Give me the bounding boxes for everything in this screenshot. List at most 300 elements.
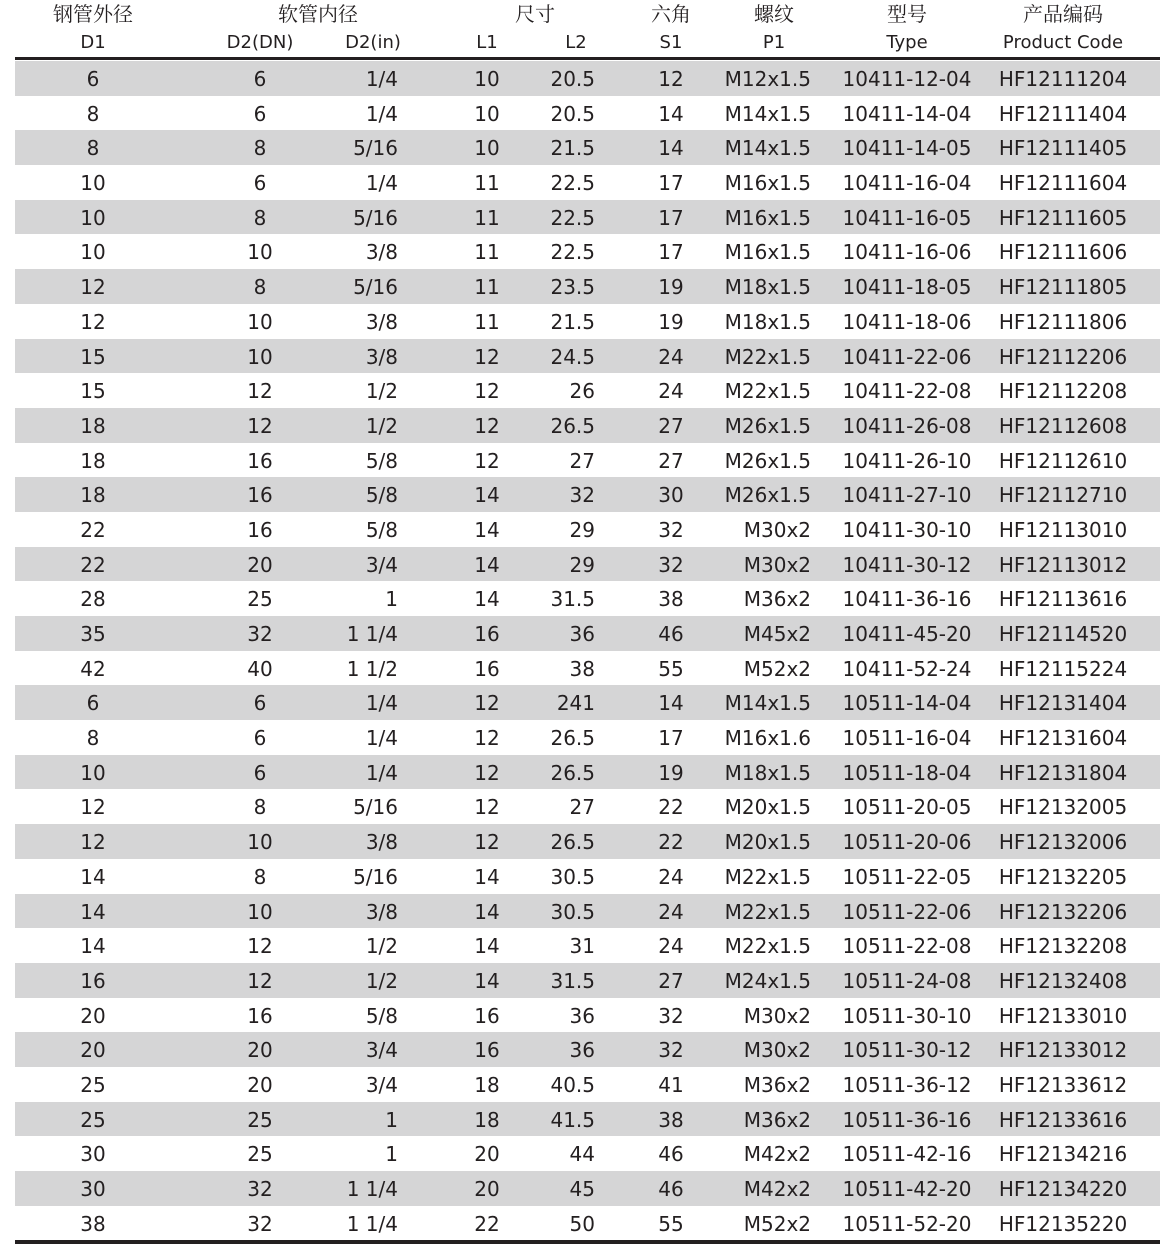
cell-d1: 16 — [80, 968, 106, 993]
cell-l2: 50 — [569, 1211, 595, 1236]
cell-s1: 41 — [658, 1072, 684, 1097]
cell-d2-dn: 25 — [247, 587, 273, 612]
col-size-title: 尺寸 — [515, 2, 555, 26]
cell-d2-in: 1/2 — [365, 379, 398, 404]
cell-p1: M36x2 — [743, 587, 811, 612]
cell-d2-in: 1/4 — [365, 691, 398, 716]
cell-d1: 8 — [86, 726, 100, 751]
cell-d2-in: 5/16 — [353, 205, 398, 230]
cell-d2-dn: 6 — [253, 726, 267, 751]
cell-s1: 46 — [658, 1142, 684, 1167]
cell-p1: M18x1.5 — [724, 309, 811, 334]
cell-d2-dn: 6 — [253, 67, 267, 91]
cell-l2: 22.5 — [550, 205, 595, 230]
table-row — [15, 61, 1160, 96]
cell-type: 10411-26-08 — [842, 413, 972, 438]
cell-d2-dn: 12 — [247, 379, 273, 404]
cell-l2: 20.5 — [550, 101, 595, 126]
cell-d2-in: 5/16 — [353, 275, 398, 300]
cell-l1: 20 — [474, 1177, 500, 1201]
col-d1-title: 钢管外径 — [53, 2, 133, 26]
cell-product-code: HF12112206 — [998, 344, 1128, 369]
cell-d2-in: 5/8 — [365, 448, 398, 473]
cell-d1: 30 — [80, 1177, 106, 1201]
cell-l1: 22 — [474, 1211, 500, 1236]
header-rule — [15, 57, 1160, 60]
cell-d1: 22 — [80, 552, 106, 577]
col-p1-label: P1 — [762, 32, 786, 53]
cell-l1: 16 — [474, 1038, 500, 1063]
cell-l2: 45 — [569, 1177, 595, 1201]
cell-type: 10411-16-06 — [842, 240, 972, 265]
cell-type: 10511-14-04 — [842, 691, 972, 716]
cell-d2-in: 1/4 — [365, 760, 398, 785]
table-row — [15, 408, 1160, 443]
cell-l1: 14 — [474, 934, 500, 959]
cell-s1: 17 — [658, 726, 684, 751]
table-row — [15, 894, 1160, 929]
cell-product-code: HF12131404 — [998, 691, 1128, 716]
cell-l1: 12 — [474, 413, 500, 438]
table-row — [15, 443, 1160, 478]
cell-l2: 31.5 — [550, 587, 595, 612]
cell-l1: 10 — [474, 136, 500, 161]
cell-l1: 11 — [474, 275, 500, 300]
cell-type: 10411-22-06 — [842, 344, 972, 369]
cell-d2-dn: 10 — [247, 240, 273, 265]
cell-product-code: HF12111604 — [998, 171, 1128, 196]
cell-d2-in: 1/4 — [365, 101, 398, 126]
cell-d2-dn: 6 — [253, 760, 267, 785]
bottom-rule — [15, 1240, 1160, 1244]
cell-product-code: HF12113616 — [998, 587, 1128, 612]
cell-d2-in: 3/4 — [365, 1072, 398, 1097]
cell-product-code: HF12132006 — [998, 830, 1128, 855]
cell-s1: 14 — [658, 101, 684, 126]
table-row — [15, 824, 1160, 859]
cell-d2-in: 5/16 — [353, 795, 398, 820]
cell-type: 10411-27-10 — [842, 483, 972, 508]
cell-d1: 10 — [80, 205, 106, 230]
cell-l2: 36 — [569, 1038, 595, 1063]
spec-table — [15, 61, 1160, 1240]
table-header — [0, 0, 1170, 58]
table-row — [15, 373, 1160, 408]
table-row — [15, 477, 1160, 512]
cell-s1: 46 — [658, 622, 684, 646]
table-row — [15, 1136, 1160, 1171]
cell-l2: 24.5 — [550, 344, 595, 369]
cell-type: 10411-16-04 — [842, 171, 972, 196]
cell-d1: 10 — [80, 171, 106, 196]
cell-s1: 22 — [658, 795, 684, 820]
cell-d2-in: 3/8 — [365, 309, 398, 334]
cell-p1: M18x1.5 — [724, 760, 811, 785]
cell-d2-dn: 10 — [247, 344, 273, 369]
cell-p1: M16x1.6 — [724, 726, 811, 751]
cell-d2-in: 1 1/4 — [346, 1211, 398, 1236]
cell-l2: 26.5 — [550, 830, 595, 855]
cell-d1: 12 — [80, 830, 106, 855]
cell-product-code: HF12111606 — [998, 240, 1128, 265]
cell-p1: M26x1.5 — [724, 413, 811, 438]
cell-d2-dn: 25 — [247, 1107, 273, 1132]
table-row — [15, 720, 1160, 755]
cell-p1: M30x2 — [743, 1003, 811, 1028]
cell-l1: 12 — [474, 795, 500, 820]
cell-l1: 12 — [474, 760, 500, 785]
table-row — [15, 755, 1160, 790]
cell-product-code: HF12134216 — [998, 1142, 1128, 1167]
cell-d2-dn: 6 — [253, 171, 267, 196]
cell-l1: 12 — [474, 344, 500, 369]
cell-type: 10411-36-16 — [842, 587, 972, 612]
cell-p1: M22x1.5 — [724, 344, 811, 369]
cell-d2-dn: 6 — [253, 101, 267, 126]
cell-d2-in: 5/16 — [353, 864, 398, 889]
cell-type: 10511-22-05 — [842, 864, 972, 889]
cell-l1: 12 — [474, 726, 500, 751]
cell-product-code: HF12133012 — [998, 1038, 1128, 1063]
cell-p1: M26x1.5 — [724, 483, 811, 508]
cell-p1: M22x1.5 — [724, 864, 811, 889]
cell-type: 10511-36-16 — [842, 1107, 972, 1132]
cell-type: 10411-30-12 — [842, 552, 972, 577]
cell-p1: M24x1.5 — [724, 968, 811, 993]
cell-l2: 27 — [569, 795, 595, 820]
cell-type: 10511-16-04 — [842, 726, 972, 751]
cell-l2: 40.5 — [550, 1072, 595, 1097]
cell-d2-in: 1/2 — [365, 413, 398, 438]
cell-d2-in: 5/8 — [365, 517, 398, 542]
cell-d1: 6 — [86, 67, 100, 91]
cell-d1: 14 — [80, 899, 106, 924]
cell-d1: 35 — [80, 622, 106, 646]
cell-product-code: HF12111805 — [998, 275, 1128, 300]
col-code-title: 产品编码 — [1023, 2, 1103, 26]
cell-type: 10511-42-16 — [842, 1142, 972, 1167]
cell-product-code: HF12131604 — [998, 726, 1128, 751]
table-row — [15, 1032, 1160, 1067]
cell-d2-in: 1/4 — [365, 171, 398, 196]
cell-type: 10411-30-10 — [842, 517, 972, 542]
cell-type: 10511-36-12 — [842, 1072, 972, 1097]
cell-l2: 38 — [569, 656, 595, 681]
cell-p1: M20x1.5 — [724, 830, 811, 855]
cell-s1: 19 — [658, 760, 684, 785]
table-row — [15, 547, 1160, 582]
cell-d2-in: 1 1/4 — [346, 622, 398, 646]
cell-s1: 38 — [658, 587, 684, 612]
cell-d2-dn: 12 — [247, 934, 273, 959]
cell-p1: M45x2 — [743, 622, 811, 646]
cell-l1: 11 — [474, 171, 500, 196]
cell-l1: 11 — [474, 309, 500, 334]
cell-product-code: HF12132205 — [998, 864, 1128, 889]
col-hex-title: 六角 — [651, 2, 691, 26]
cell-l2: 22.5 — [550, 171, 595, 196]
cell-product-code: HF12113012 — [998, 552, 1128, 577]
table-row — [15, 685, 1160, 720]
cell-l1: 11 — [474, 240, 500, 265]
cell-type: 10511-18-04 — [842, 760, 972, 785]
cell-p1: M20x1.5 — [724, 795, 811, 820]
cell-l2: 29 — [569, 552, 595, 577]
table-row — [15, 789, 1160, 824]
cell-product-code: HF12111806 — [998, 309, 1128, 334]
cell-s1: 24 — [658, 379, 684, 404]
cell-product-code: HF12115224 — [998, 656, 1128, 681]
cell-l2: 26.5 — [550, 726, 595, 751]
cell-product-code: HF12132005 — [998, 795, 1128, 820]
cell-d1: 14 — [80, 864, 106, 889]
cell-l2: 31.5 — [550, 968, 595, 993]
cell-d2-dn: 20 — [247, 1072, 273, 1097]
cell-d1: 18 — [80, 483, 106, 508]
cell-type: 10511-24-08 — [842, 968, 972, 993]
cell-d2-in: 1 — [385, 587, 398, 612]
cell-d1: 15 — [80, 379, 106, 404]
cell-p1: M14x1.5 — [724, 691, 811, 716]
cell-d2-in: 5/8 — [365, 483, 398, 508]
col-l2-label: L2 — [565, 32, 587, 53]
cell-d2-dn: 12 — [247, 968, 273, 993]
cell-s1: 24 — [658, 864, 684, 889]
table-row — [15, 1171, 1160, 1206]
cell-d2-dn: 16 — [247, 448, 273, 473]
cell-d2-in: 1/4 — [365, 726, 398, 751]
cell-l2: 21.5 — [550, 309, 595, 334]
cell-d2-in: 1/2 — [365, 968, 398, 993]
table-row — [15, 651, 1160, 686]
cell-d2-dn: 8 — [253, 136, 267, 161]
cell-type: 10511-42-20 — [842, 1177, 972, 1201]
cell-s1: 14 — [658, 691, 684, 716]
cell-d1: 10 — [80, 760, 106, 785]
cell-d2-in: 1/2 — [365, 934, 398, 959]
cell-p1: M52x2 — [743, 656, 811, 681]
cell-type: 10511-30-10 — [842, 1003, 972, 1028]
cell-d1: 12 — [80, 275, 106, 300]
cell-l1: 11 — [474, 205, 500, 230]
cell-d2-dn: 10 — [247, 830, 273, 855]
cell-type: 10511-52-20 — [842, 1211, 972, 1236]
cell-product-code: HF12112208 — [998, 379, 1128, 404]
cell-d2-in: 1/4 — [365, 67, 398, 91]
cell-d2-dn: 6 — [253, 691, 267, 716]
cell-s1: 22 — [658, 830, 684, 855]
col-d2dn-label: D2(DN) — [226, 32, 294, 53]
cell-d2-dn: 20 — [247, 552, 273, 577]
cell-type: 10511-20-06 — [842, 830, 972, 855]
cell-p1: M52x2 — [743, 1211, 811, 1236]
cell-type: 10411-52-24 — [842, 656, 972, 681]
cell-d2-dn: 32 — [247, 1177, 273, 1201]
cell-p1: M16x1.5 — [724, 240, 811, 265]
cell-l1: 12 — [474, 379, 500, 404]
cell-s1: 32 — [658, 517, 684, 542]
cell-l2: 21.5 — [550, 136, 595, 161]
cell-d1: 12 — [80, 309, 106, 334]
cell-l2: 26.5 — [550, 413, 595, 438]
cell-p1: M16x1.5 — [724, 171, 811, 196]
table-row — [15, 963, 1160, 998]
cell-l2: 44 — [569, 1142, 595, 1167]
col-d1-label: D1 — [80, 32, 106, 53]
cell-l2: 241 — [556, 691, 595, 716]
cell-d2-dn: 8 — [253, 864, 267, 889]
cell-product-code: HF12133010 — [998, 1003, 1128, 1028]
cell-l1: 18 — [474, 1072, 500, 1097]
cell-l1: 16 — [474, 622, 500, 646]
cell-p1: M14x1.5 — [724, 136, 811, 161]
cell-type: 10511-20-05 — [842, 795, 972, 820]
cell-s1: 24 — [658, 899, 684, 924]
cell-d2-dn: 10 — [247, 899, 273, 924]
cell-s1: 17 — [658, 171, 684, 196]
cell-l2: 22.5 — [550, 240, 595, 265]
table-row — [15, 1067, 1160, 1102]
cell-s1: 32 — [658, 1003, 684, 1028]
cell-p1: M42x2 — [743, 1177, 811, 1201]
table-row — [15, 581, 1160, 616]
table-row — [15, 269, 1160, 304]
col-type-label: Type — [886, 32, 928, 53]
cell-p1: M36x2 — [743, 1072, 811, 1097]
cell-p1: M30x2 — [743, 552, 811, 577]
cell-p1: M16x1.5 — [724, 205, 811, 230]
cell-s1: 19 — [658, 309, 684, 334]
cell-s1: 17 — [658, 205, 684, 230]
cell-type: 10411-45-20 — [842, 622, 972, 646]
cell-d2-dn: 10 — [247, 309, 273, 334]
cell-l1: 10 — [474, 67, 500, 91]
cell-l1: 10 — [474, 101, 500, 126]
cell-d1: 6 — [86, 691, 100, 716]
cell-d2-in: 1 — [385, 1142, 398, 1167]
cell-p1: M42x2 — [743, 1142, 811, 1167]
cell-type: 10511-30-12 — [842, 1038, 972, 1063]
cell-d1: 30 — [80, 1142, 106, 1167]
table-row — [15, 998, 1160, 1033]
cell-d2-in: 3/4 — [365, 552, 398, 577]
cell-p1: M12x1.5 — [724, 67, 811, 91]
cell-product-code: HF12131804 — [998, 760, 1128, 785]
cell-s1: 19 — [658, 275, 684, 300]
cell-d2-dn: 40 — [247, 656, 273, 681]
cell-l1: 14 — [474, 552, 500, 577]
cell-l1: 16 — [474, 656, 500, 681]
table-row — [15, 339, 1160, 374]
cell-l1: 14 — [474, 517, 500, 542]
cell-product-code: HF12112710 — [998, 483, 1128, 508]
cell-s1: 27 — [658, 968, 684, 993]
cell-d1: 20 — [80, 1003, 106, 1028]
cell-d1: 10 — [80, 240, 106, 265]
cell-d2-dn: 32 — [247, 622, 273, 646]
cell-l2: 23.5 — [550, 275, 595, 300]
table-row — [15, 616, 1160, 651]
cell-d1: 25 — [80, 1072, 106, 1097]
cell-d1: 20 — [80, 1038, 106, 1063]
cell-d2-in: 3/4 — [365, 1038, 398, 1063]
cell-p1: M22x1.5 — [724, 379, 811, 404]
cell-l1: 20 — [474, 1142, 500, 1167]
cell-type: 10411-18-06 — [842, 309, 972, 334]
cell-d1: 8 — [86, 136, 100, 161]
cell-l1: 14 — [474, 899, 500, 924]
cell-d2-in: 5/16 — [353, 136, 398, 161]
cell-p1: M26x1.5 — [724, 448, 811, 473]
cell-product-code: HF12135220 — [998, 1211, 1128, 1236]
cell-s1: 12 — [658, 67, 684, 91]
cell-l2: 30.5 — [550, 899, 595, 924]
cell-s1: 46 — [658, 1177, 684, 1201]
cell-d1: 8 — [86, 101, 100, 126]
cell-d1: 38 — [80, 1211, 106, 1236]
cell-d2-dn: 8 — [253, 205, 267, 230]
cell-type: 10511-22-08 — [842, 934, 972, 959]
cell-type: 10411-16-05 — [842, 205, 972, 230]
cell-l2: 26 — [569, 379, 595, 404]
cell-s1: 38 — [658, 1107, 684, 1132]
cell-l2: 36 — [569, 1003, 595, 1028]
cell-type: 10411-26-10 — [842, 448, 972, 473]
cell-product-code: HF12134220 — [998, 1177, 1128, 1201]
table-row — [15, 234, 1160, 269]
cell-product-code: HF12113010 — [998, 517, 1128, 542]
cell-product-code: HF12132208 — [998, 934, 1128, 959]
cell-p1: M18x1.5 — [724, 275, 811, 300]
cell-d2-in: 1 1/2 — [346, 656, 398, 681]
table-row — [15, 859, 1160, 894]
cell-d1: 22 — [80, 517, 106, 542]
table-row — [15, 165, 1160, 200]
cell-d1: 18 — [80, 448, 106, 473]
cell-s1: 27 — [658, 413, 684, 438]
cell-d2-in: 1 — [385, 1107, 398, 1132]
cell-p1: M36x2 — [743, 1107, 811, 1132]
cell-l2: 32 — [569, 483, 595, 508]
cell-s1: 27 — [658, 448, 684, 473]
col-s1-label: S1 — [659, 32, 683, 53]
cell-product-code: HF12133612 — [998, 1072, 1128, 1097]
cell-d2-in: 5/8 — [365, 1003, 398, 1028]
cell-l1: 12 — [474, 448, 500, 473]
cell-type: 10411-12-04 — [842, 67, 972, 91]
cell-s1: 55 — [658, 1211, 684, 1236]
cell-product-code: HF12132206 — [998, 899, 1128, 924]
cell-d2-in: 1 1/4 — [346, 1177, 398, 1201]
table-row — [15, 512, 1160, 547]
cell-product-code: HF12112610 — [998, 448, 1128, 473]
cell-d2-dn: 8 — [253, 795, 267, 820]
table-row — [15, 200, 1160, 235]
cell-s1: 17 — [658, 240, 684, 265]
cell-p1: M22x1.5 — [724, 934, 811, 959]
cell-product-code: HF12111204 — [998, 67, 1128, 91]
cell-p1: M30x2 — [743, 517, 811, 542]
cell-d1: 28 — [80, 587, 106, 612]
cell-l1: 14 — [474, 864, 500, 889]
cell-l1: 14 — [474, 587, 500, 612]
col-d2in-label: D2(in) — [345, 32, 401, 53]
cell-d2-dn: 20 — [247, 1038, 273, 1063]
table-row — [15, 304, 1160, 339]
cell-l1: 14 — [474, 968, 500, 993]
cell-product-code: HF12132408 — [998, 968, 1128, 993]
cell-d2-in: 3/8 — [365, 899, 398, 924]
